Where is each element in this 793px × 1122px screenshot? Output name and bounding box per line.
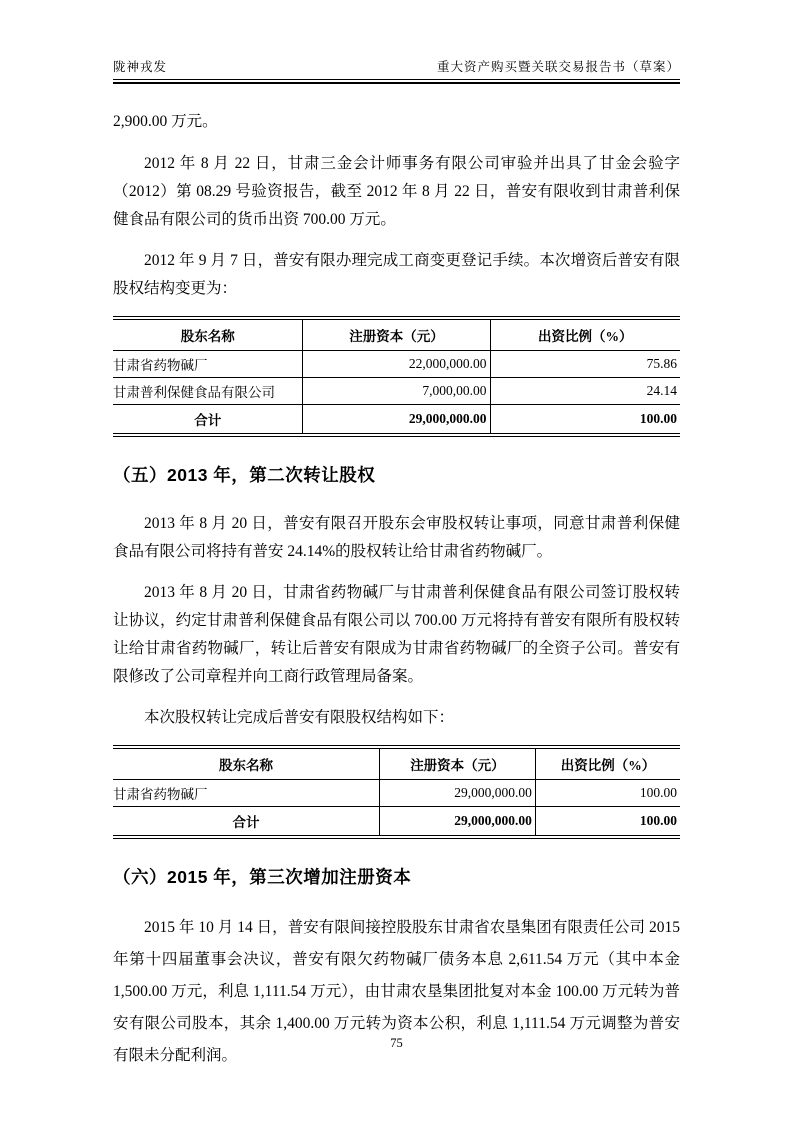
table-row	[113, 780, 680, 807]
paragraph: 2012 年 8 月 22 日，甘肃三金会计师事务有限公司审验并出具了甘金会验字（2012）第 08.29 号验资报告，截至 2012 年 8 月 22 日，普安有限收到甘肃普利保健食品有限公司的货币出资 700.00 万元。	[113, 155, 680, 228]
header-rule-thick	[113, 82, 680, 84]
paragraph: 2013 年 8 月 20 日，普安有限召开股东会审股权转让事项，同意甘肃普利保健食品有限公司将持有普安 24.14%的股权转让给甘肃省药物碱厂。	[113, 515, 680, 560]
shareholder-name: 甘肃省药物碱厂	[113, 780, 379, 807]
column-header-shareholder: 股东名称	[113, 320, 303, 351]
header-right-title: 重大资产购买暨关联交易报告书（草案）	[436, 60, 680, 74]
equity-structure-table-2013	[113, 745, 680, 839]
table-row	[113, 378, 680, 405]
header-rule-thin	[113, 79, 680, 80]
column-header-shareholder: 股东名称	[113, 749, 379, 780]
column-header-capital: 注册资本（元）	[379, 749, 535, 780]
equity-structure-table-2012	[113, 316, 680, 437]
table-total-row	[113, 807, 680, 836]
table-row	[113, 351, 680, 378]
total-label: 合计	[194, 413, 222, 428]
page-number: 75	[390, 1036, 403, 1050]
total-capital: 29,000,000.00	[379, 807, 535, 836]
ratio-value: 75.86	[490, 351, 680, 378]
header-left-title: 陇神戎发	[113, 60, 168, 74]
capital-value: 29,000,000.00	[379, 780, 535, 807]
table-total-row	[113, 405, 680, 434]
total-ratio: 100.00	[490, 405, 680, 434]
paragraph: 2015 年 10 月 14 日，普安有限间接控股股东甘肃省农垦集团有限责任公司 2015 年第十四届董事会决议，普安有限欠药物碱厂债务本息 2,611.54 万元（其中本金 1,500.00 万元，利息 1,111.54 万元），由甘肃农垦集团批复对本金 100.00 万元转为普安有限公司股本，其余 1,400.00 万元转为资本公积，利息 1,111.54 万元调整为普安有限未分配利润。	[113, 919, 680, 1064]
total-ratio: 100.00	[535, 807, 680, 836]
column-header-capital: 注册资本（元）	[303, 320, 490, 351]
page-header	[113, 0, 680, 84]
paragraph: 本次股权转让完成后普安有限股权结构如下：	[144, 709, 455, 726]
ratio-value: 24.14	[490, 378, 680, 405]
table-header-row	[113, 320, 680, 351]
total-label: 合计	[232, 815, 260, 830]
total-capital: 29,000,000.00	[303, 405, 490, 434]
paragraph: 2013 年 8 月 20 日，甘肃省药物碱厂与甘肃普利保健食品有限公司签订股权转让协议，约定甘肃普利保健食品有限公司以 700.00 万元将持有普安有限所有股权转让给甘肃省药物碱厂，转让后普安有限成为甘肃省药物碱厂的全资子公司。普安有限修改了公司章程并向工商行政管理局备案。	[113, 584, 680, 685]
section-heading-5: （五）2013 年，第二次转让股权	[113, 465, 376, 485]
ratio-value: 100.00	[535, 780, 680, 807]
column-header-ratio: 出资比例（%）	[535, 749, 680, 780]
capital-value: 22,000,000.00	[303, 351, 490, 378]
paragraph-carryover: 2,900.00 万元。	[113, 113, 218, 130]
capital-value: 7,000,00.00	[303, 378, 490, 405]
table-header-row	[113, 749, 680, 780]
shareholder-name: 甘肃省药物碱厂	[113, 351, 303, 378]
column-header-ratio: 出资比例（%）	[490, 320, 680, 351]
page-footer	[0, 1036, 793, 1051]
paragraph: 2012 年 9 月 7 日，普安有限办理完成工商变更登记手续。本次增资后普安有限股权结构变更为：	[113, 252, 680, 297]
shareholder-name: 甘肃普利保健食品有限公司	[113, 378, 303, 405]
section-heading-6: （六）2015 年，第三次增加注册资本	[113, 867, 412, 887]
